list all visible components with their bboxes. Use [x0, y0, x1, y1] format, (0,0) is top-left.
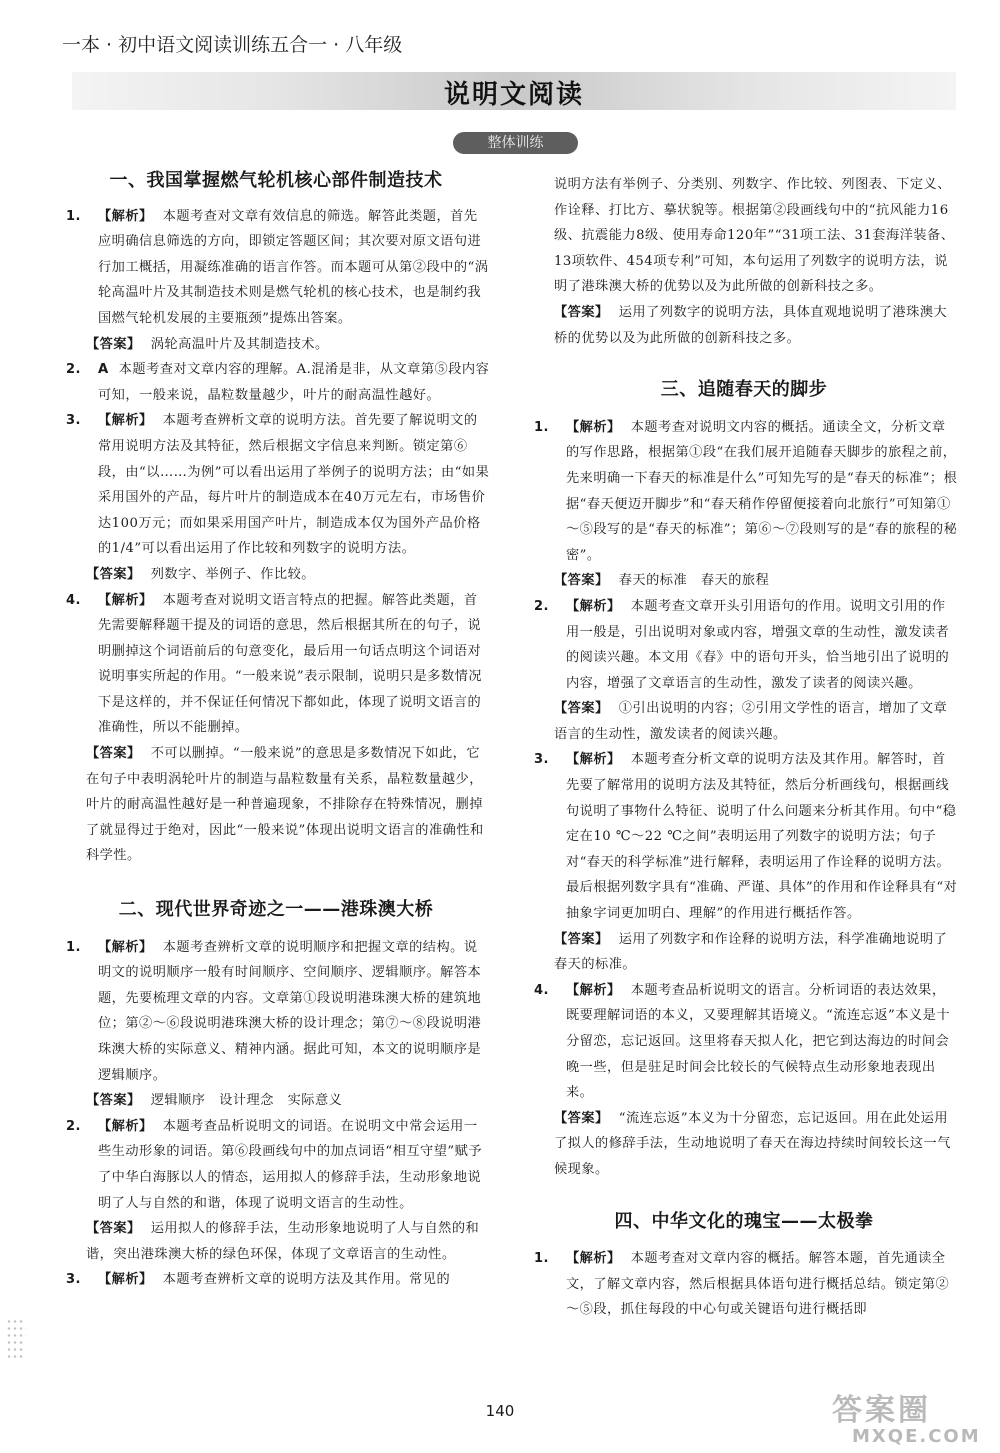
analysis-tag: 【解析】 [98, 592, 153, 608]
answer-tag: 【答案】 [554, 573, 609, 589]
answer-tag: 【答案】 [554, 931, 609, 947]
answer-text: 列数字、举例子、作比较。 [150, 566, 315, 582]
question-number: 3. [66, 413, 81, 429]
answer-tag: 【答案】 [86, 566, 141, 582]
choice-tag: A [98, 362, 109, 378]
analysis-tag: 【解析】 [566, 1251, 621, 1267]
answer-text: 运用了列数字和作诠释的说明方法，科学准确地说明了春天的标准。 [554, 931, 948, 973]
answer-text: 运用拟人的修辞手法，生动形象地说明了人与自然的和谐，突出港珠澳大桥的绿色环保，体现了文章语言的生动性。 [86, 1221, 480, 1262]
question-item [530, 415, 958, 569]
question-number: 2. [66, 1118, 81, 1134]
answer-tag: 【答案】 [86, 1093, 141, 1109]
section-title: 二、现代世界奇迹之一——港珠澳大桥 [118, 899, 434, 921]
question-item [62, 357, 490, 408]
answer-line [530, 300, 958, 351]
analysis-text: 本题考查品析说明文的词语。在说明文中常会运用一些生动形象的词语。第⑥段画线句中的加点词语“相互守望”赋予了中华白海豚以人的情态，运用拟人的修辞手法，生动形象地说明了人与自然的和谐，体现了说明文语言的生动性。 [98, 1118, 483, 1211]
question-item [62, 204, 490, 332]
question-number: 2. [66, 362, 81, 378]
analysis-text: 本题考查对文章有效信息的筛选。解答此类题，首先应明确信息筛选的方向，即锁定答题区间；其次要对原文语句进行加工概括，用凝练准确的语言作答。而本题可从第②段中的“涡轮高温叶片及其制造技术则是燃气轮机的核心技术，也是制约我国燃气轮机发展的主要瓶颈”提炼出答案。 [98, 208, 489, 326]
watermark-logo [832, 1395, 987, 1445]
analysis-tag: 【解析】 [98, 939, 153, 955]
question-number: 1. [66, 208, 81, 224]
page-title: 说明文阅读 [443, 80, 584, 110]
analysis-tag: 【解析】 [566, 419, 621, 435]
question-item [62, 588, 490, 742]
question-item [62, 935, 490, 1089]
answer-tag: 【答案】 [86, 746, 141, 762]
answer-line [62, 1088, 490, 1114]
left-column [62, 168, 490, 1293]
answer-tag: 【答案】 [86, 336, 141, 352]
question-item [62, 408, 490, 562]
answer-line [530, 568, 958, 594]
answer-tag: 【答案】 [86, 1221, 141, 1237]
section-title: 三、追随春天的脚步 [660, 379, 828, 401]
answer-line [62, 1216, 490, 1267]
question-number: 1. [66, 939, 81, 955]
answer-text: 运用了列数字的说明方法，具体直观地说明了港珠澳大桥的优势以及为此所做的创新科技之多。 [554, 304, 948, 346]
analysis-text-start: 本题考查辨析文章的说明方法及其作用。常见的 [162, 1272, 451, 1288]
section-title: 一、我国掌握燃气轮机核心部件制造技术 [109, 170, 443, 191]
answer-text: 不可以删掉。“一般来说”的意思是多数情况下如此，它在句子中表明涡轮叶片的制造与晶粒数量有关系，晶粒数量越少，叶片的耐高温性越好是一种普遍现象，不排除存在特殊情况，删掉了就显得过于绝对，因此“一般来说”体现出说明文语言的准确性和科学性。 [86, 746, 484, 864]
question-item [530, 1246, 958, 1323]
question-number: 1. [534, 419, 549, 435]
answer-line [62, 562, 490, 588]
watermark-url: MXQE.COM [852, 1426, 981, 1447]
question-item [62, 1267, 490, 1293]
analysis-tag: 【解析】 [566, 598, 621, 614]
question-item [530, 978, 958, 1106]
analysis-text: 本题考查对说明文语言特点的把握。解答此类题，首先需要解释题干提及的词语的意思，然后根据其所在的句子，说明删掉这个词语前后的句意变化，最后用一句话点明这个词语对说明事实所起的作用。“一般来说”表示限制，说明只是多数情况下是这样的，并不保证任何情况下都如此，体现了说明文语言的准确性，所以不能删掉。 [98, 592, 483, 736]
answer-text: 涡轮高温叶片及其制造技术。 [150, 336, 329, 352]
analysis-text: 本题考查辨析文章的说明顺序和把握文章的结构。说明文的说明顺序一般有时间顺序、空间顺序、逻辑顺序。解答本题，先要梳理文章的内容。文章第①段说明港珠澳大桥的建筑地位；第②～⑥段说明港珠澳大桥的设计理念；第⑦～⑧段说明港珠澳大桥的实际意义、精神内涵。据此可知，本文的说明顺序是逻辑顺序。 [98, 939, 482, 1083]
watermark-text: 答案圈 [832, 1393, 931, 1428]
page-number: 140 [485, 1402, 515, 1420]
analysis-text: 本题考查品析说明文的语言。分析词语的表达效果，既要理解词语的本义，又要理解其语境义。“流连忘返”本义是十分留恋，忘记返回。这里将春天拟人化，把它到达海边的时间会晚一些，但是驻足时间会比较长的气候特点生动形象地表现出来。 [566, 982, 951, 1101]
analysis-tag: 【解析】 [566, 752, 621, 768]
answer-tag: 【答案】 [554, 701, 609, 717]
answer-tag: 【答案】 [554, 1110, 609, 1126]
answer-line [62, 332, 490, 358]
analysis-tag: 【解析】 [98, 208, 153, 224]
question-number: 4. [534, 982, 549, 998]
section-title: 四、中华文化的瑰宝——太极拳 [614, 1210, 874, 1232]
question-number: 3. [66, 1272, 81, 1288]
answer-text: “流连忘返”本义为十分留恋，忘记返回。用在此处运用了拟人的修辞手法，生动地说明了春天在海边持续时间较长这一气候现象。 [554, 1110, 951, 1177]
answer-text: 逻辑顺序 设计理念 实际意义 [150, 1093, 343, 1109]
scan-edge-speckle [6, 1318, 26, 1358]
analysis-text: 本题考查文章开头引用语句的作用。说明文引用的作用一般是，引出说明对象或内容，增强文章的生动性，激发读者的阅读兴趣。本文用《春》中的语句开头，恰当地引出了说明的内容，增强了文章语言的生动性，激发了读者的阅读兴趣。 [566, 598, 950, 691]
answer-line [530, 1106, 958, 1183]
section-pill: 整体训练 [453, 132, 578, 154]
analysis-tag: 【解析】 [98, 1272, 153, 1288]
analysis-text: 本题考查对文章内容的理解。A.混淆是非，从文章第⑤段内容可知，一般来说，晶粒数量越少，叶片的耐高温性越好。 [98, 362, 490, 403]
question-item [62, 1114, 490, 1216]
analysis-tag: 【解析】 [98, 1118, 153, 1134]
question-number: 4. [66, 592, 81, 608]
answer-line [530, 696, 958, 747]
analysis-text: 本题考查分析文章的说明方法及其作用。解答时，首先要了解常用的说明方法及其特征，然后分析画线句，根据画线句说明了事物什么特征、说明了什么问题来分析其作用。句中“稳定在10 ℃～22 ℃之间”表明运用了列数字的说明方法；句子对“春天的科学标准”进行解释，表明运用了作诠释的说明方法。最后根据列数字具有“准确、严谨、具体”的作用和作诠释具有“对抽象字词更加明白、理解”的作用进行概括作答。 [566, 752, 958, 922]
answer-line [62, 741, 490, 869]
title-banner [72, 72, 956, 110]
analysis-text-continued: 说明方法有举例子、分类别、列数字、作比较、列图表、下定义、作诠释、打比方、摹状貌等。根据第②段画线句中的“抗风能力16级、抗震能力8级、使用寿命120年”“31项工法、31套海洋装备、13项软件、454项专利”可知，本句运用了列数字的说明方法，说明了港珠澳大桥的优势以及为此所做的创新科技之多。 [554, 177, 955, 295]
question-number: 2. [534, 598, 549, 614]
answer-text: 春天的标准 春天的旅程 [618, 573, 770, 589]
question-item [530, 594, 958, 696]
answer-text: ①引出说明的内容；②引用文学性的语言，增加了文章语言的生动性，激发读者的阅读兴趣。 [554, 701, 948, 742]
header-book-title: 一本 · 初中语文阅读训练五合一 · 八年级 [62, 34, 403, 56]
right-column [530, 172, 958, 1323]
analysis-tag: 【解析】 [566, 982, 621, 998]
answer-tag: 【答案】 [554, 304, 609, 320]
question-item-continued [530, 172, 958, 300]
question-number: 1. [534, 1251, 549, 1267]
answer-line [530, 927, 958, 978]
analysis-text: 本题考查辨析文章的说明方法。首先要了解说明文的常用说明方法及其特征，然后根据文字信息来判断。锁定第⑥段，由“以……为例”可以看出运用了举例子的说明方法；由“如果采用国外的产品，每片叶片的制造成本在40万元左右，市场售价达100万元；而如果采用国产叶片，制造成本仅为国外产品价格的1/4”可以看出运用了作比较和列数字的说明方法。 [98, 413, 490, 557]
question-item [530, 747, 958, 926]
analysis-text: 本题考查对说明文内容的概括。通读全文，分析文章的写作思路，根据第①段“在我们展开追随春天脚步的旅程之前，先来明确一下春天的标准是什么”可知先写的是“春天的标准”；根据“春天便迈开脚步”和“春天稍作停留便接着向北旅行”可知第①～⑤段写的是“春天的标准”；第⑥～⑦段则写的是“春的旅程的秘密”。 [566, 419, 958, 563]
analysis-tag: 【解析】 [98, 413, 153, 429]
analysis-text: 本题考查对文章内容的概括。解答本题，首先通读全文，了解文章内容，然后根据具体语句进行概括总结。锁定第②～⑤段，抓住每段的中心句或关键语句进行概括即 [566, 1251, 950, 1318]
question-number: 3. [534, 752, 549, 768]
